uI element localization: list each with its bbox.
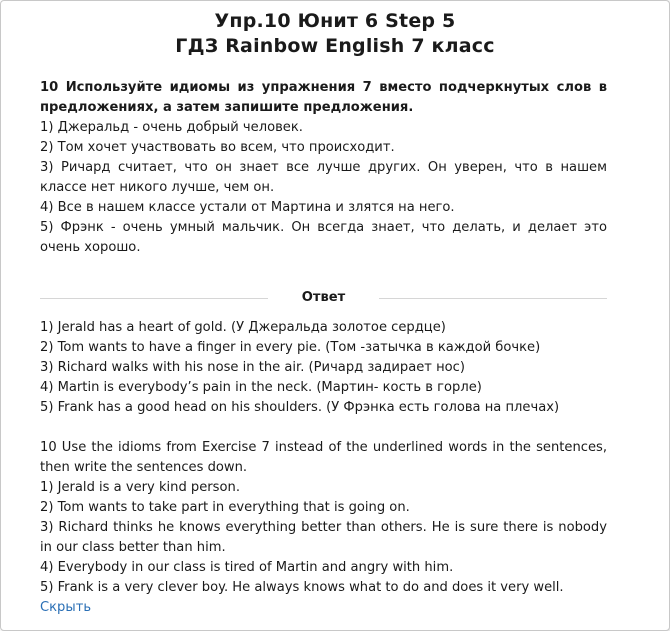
task-item-en: 1) Jerald is a very kind person. — [40, 480, 240, 495]
task-heading: 10 Используйте идиомы из упражнения 7 вместо подчеркнутых слов в предложениях, а затем запишите предложения. — [40, 80, 607, 115]
task-item: 5) Фрэнк - очень умный мальчик. Он всегда знает, что делать, и делает это очень хорошо. — [40, 220, 607, 255]
task-item: 2) Том хочет участвовать во всем, что происходит. — [40, 140, 395, 155]
answer-heading: Ответ — [301, 290, 346, 305]
task-item-en: 4) Everybody in our class is tired of Martin and angry with him. — [40, 560, 454, 575]
task-heading-en: 10 Use the idioms from Exercise 7 instead of the underlined words in the sentences, then write the sentences down. — [40, 440, 607, 475]
task-russian — [40, 78, 607, 258]
answer-list — [40, 318, 607, 418]
divider-line-right — [379, 298, 607, 299]
task-item-en: 2) Tom wants to take part in everything that is going on. — [40, 500, 410, 515]
hide-link[interactable]: Скрыть — [40, 600, 92, 615]
answer-item: 3) Richard walks with his nose in the air. (Ричард задирает нос) — [40, 360, 465, 375]
task-item-en: 3) Richard thinks he knows everything better than others. He is sure there is nobody in our class better than him. — [40, 520, 607, 555]
task-item: 3) Ричард считает, что он знает все лучше других. Он уверен, что в нашем классе нет никого лучше, чем он. — [40, 160, 607, 195]
answer-item: 4) Martin is everybody’s pain in the neck. (Мартин- кость в горле) — [40, 380, 482, 395]
page-subtitle: ГДЗ Rainbow English 7 класс — [175, 35, 495, 57]
answer-item: 1) Jerald has a heart of gold. (У Джеральда золотое сердце) — [40, 320, 446, 335]
answer-item: 2) Tom wants to have a finger in every pie. (Том -затычка в каждой бочке) — [40, 340, 541, 355]
task-item: 4) Все в нашем классе устали от Мартина и злятся на него. — [40, 200, 455, 215]
answer-item: 5) Frank has a good head on his shoulders. (У Фрэнка есть голова на плечах) — [40, 400, 560, 415]
task-item-en: 5) Frank is a very clever boy. He always knows what to do and does it very well. — [40, 580, 564, 595]
task-english — [40, 438, 607, 598]
task-item: 1) Джеральд - очень добрый человек. — [40, 120, 303, 135]
answer-divider — [40, 288, 607, 308]
page-title: Упр.10 Юнит 6 Step 5 — [214, 10, 456, 32]
